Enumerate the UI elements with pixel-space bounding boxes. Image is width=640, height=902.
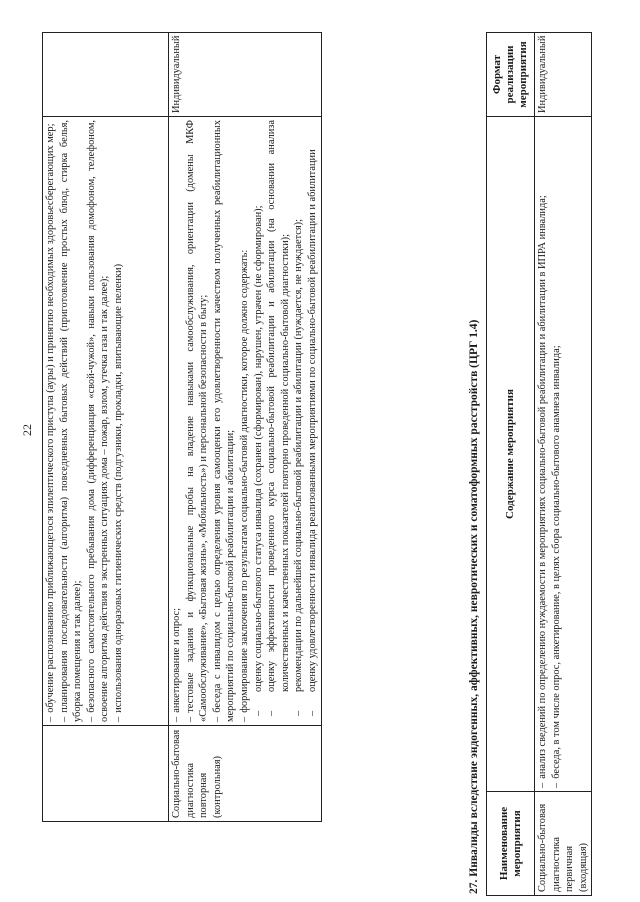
list-item: –формирование заключения по результатам социально-бытовой диагностики, которое должно содержать: bbox=[238, 249, 250, 722]
activity-name-cell: Социально-бытовая диагностика повторная (контрольная) bbox=[169, 726, 322, 822]
activity-content-cell bbox=[169, 117, 322, 726]
activity-content-cell bbox=[535, 117, 592, 792]
header-activity-name: Наименование мероприятия bbox=[487, 792, 535, 896]
list-item: –безопасного самостоятельного пребывания дома (дифференциация «свой-чужой», навыки пользования домофоном, телефоном, освоение алгоритма действия в экстренных ситуациях дома – пожар, взлом, утечка газа и так далее); bbox=[85, 120, 111, 722]
list-item: –анкетирование и опрос; bbox=[171, 607, 182, 722]
list-item: –тестовые задания и функциональные пробы на владение навыками самообслуживания, ориентации (домены МКФ «Самообслуживание», «Бытовая жизнь», «Мобильность») и персональной безопасности в быту; bbox=[184, 120, 210, 722]
activity-name-cell: Социально-бытовая диагностика первичная (входящая) bbox=[535, 792, 592, 896]
activities-table bbox=[486, 32, 592, 896]
sub-list-item: – оценку эффективности проведенного курса социально-бытовой реабилитации и абилитации (на основании анализа количественных и качественных показателей повторно проведенной социально-бытовой диагностики); bbox=[266, 120, 291, 716]
header-activity-format: Формат реализации мероприятия bbox=[487, 33, 535, 117]
list-item: –анализ сведений по определению нуждаемости в мероприятиях социально-бытовой реабилитации и абилитации в ИПРА инвалида; bbox=[537, 195, 548, 788]
section-heading: 27. Инвалиды вследствие эндогенных, аффективных, невротических и соматоформных расстройств (ЦРГ 1.4) bbox=[468, 319, 480, 894]
activity-name-cell bbox=[43, 726, 169, 822]
table-row bbox=[535, 33, 592, 896]
sub-list-item: – оценку социально-бытового статуса инвалида (сохранен (сформирован), нарушен, утрачен (не сформирован); bbox=[252, 205, 264, 716]
sub-list-item: – рекомендации по дальнейшей социально-бытовой реабилитации и абилитации (нуждается, не нуждается); bbox=[293, 219, 305, 716]
page-number: 22 bbox=[20, 424, 34, 436]
list-item: –использования одноразовых гигиенических средств (подгузники, прокладки, впитывающие пеленки) bbox=[112, 263, 124, 722]
table-header-row bbox=[487, 33, 535, 896]
activity-content-cell bbox=[43, 117, 169, 726]
list-item: –планирования последовательности (алгоритма) повседневных бытовых действий (приготовление простых блюд, стирка белья, уборка помещения и так далее); bbox=[58, 120, 84, 722]
activities-table-continued bbox=[42, 32, 322, 822]
list-item: –беседа с инвалидом с целью определения уровня самооценки его удовлетворенности качеством полученных реабилитационных мероприятий по социально-бытовой реабилитации и абилитации; bbox=[211, 120, 237, 722]
table-row bbox=[169, 33, 322, 822]
header-activity-content: Содержание мероприятия bbox=[487, 117, 535, 792]
table-row bbox=[43, 33, 169, 822]
list-item: –обучение распознаванию приближающегося эпилептического приступа (ауры) и принятию необходимых здоровьесберегающих мер; bbox=[45, 123, 56, 722]
activity-format-cell: Индивидуальный bbox=[535, 33, 592, 117]
activity-format-cell: Индивидуальный bbox=[169, 33, 322, 117]
sub-list-item: – оценку удовлетворенности инвалида реализованными мероприятиями по социально-бытовой реабилитации и абилитации bbox=[306, 149, 318, 716]
list-item: –беседа, в том числе опрос, анкетирование, в целях сбора социально-бытового анамнеза инвалида; bbox=[550, 345, 562, 788]
activity-format-cell bbox=[43, 33, 169, 117]
